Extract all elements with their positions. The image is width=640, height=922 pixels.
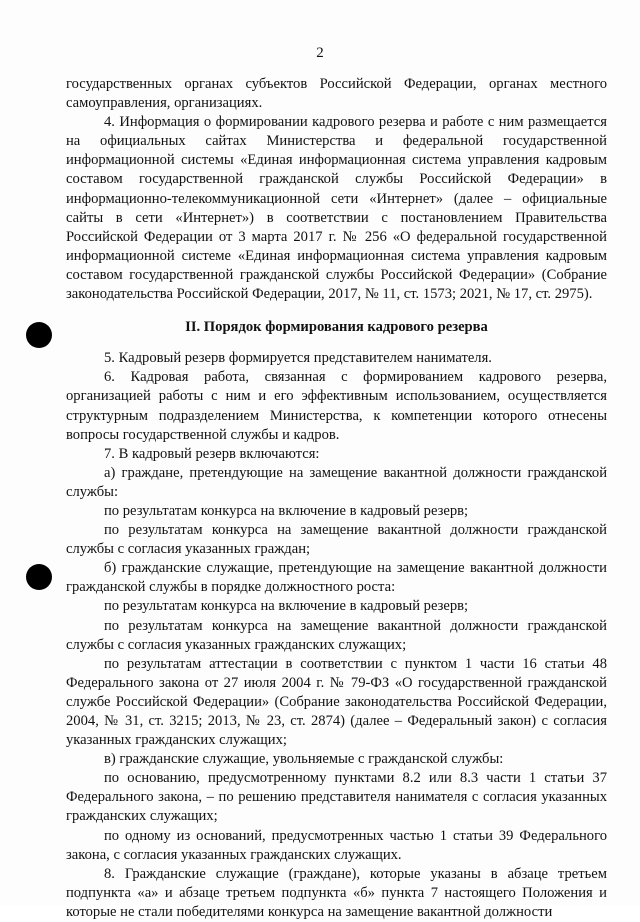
paragraph: по результатам конкурса на включение в кадровый резерв;	[104, 502, 469, 519]
punch-hole	[26, 322, 52, 348]
paragraph: по результатам конкурса на замещение вакантной должности гражданской службы с согласия указанных гражданских служащих;	[66, 617, 607, 653]
paragraph: 4. Информация о формировании кадрового резерва и работе с ним размещается на официальных сайтах Министерства и федеральной государственной информационной системы «Единая информационная система управления кадровым составом государственной гражданской службы Российской Федерации» в информационно-телекоммуникационной сети «Интернет» (далее – официальные сайты в сети «Интернет») в соответствии с постановлением Правительства Российской Федерации от 3 марта 2017 г. № 256 «О федеральной государственной информационной системе «Единая информационная система управления кадровым составом государственной гражданской службы Российской Федерации» (Собрание законодательства Российской Федерации, 2017, № 11, ст. 1573; 2021, № 17, ст. 2975).	[66, 114, 607, 303]
paragraph: в) гражданские служащие, увольняемые с гражданской службы:	[104, 751, 504, 768]
paragraph: 5. Кадровый резерв формируется представителем нанимателя.	[104, 350, 492, 367]
punch-hole	[26, 564, 52, 590]
paragraph: 7. В кадровый резерв включаются:	[104, 445, 320, 462]
paragraph: 6. Кадровая работа, связанная с формированием кадрового резерва, организацией работы с ним и его эффективным использованием, осуществляется структурным подразделением Министерства, к компетенции которого отнесены вопросы государственной службы и кадров.	[66, 369, 607, 443]
section-heading: II. Порядок формирования кадрового резерва	[185, 319, 488, 336]
paragraph: 8. Гражданские служащие (граждане), которые указаны в абзаце третьем подпункта «а» и абзаце третьем подпункта «б» пункта 7 настоящего Положения и которые не стали победителями конкурса на замещение вакантной должности	[66, 865, 607, 920]
page-number: 2	[316, 45, 324, 61]
paragraph: государственных органах субъектов Российской Федерации, органах местного самоуправления, организациях.	[66, 76, 607, 112]
paragraph: а) граждане, претендующие на замещение вакантной должности гражданской службы:	[66, 464, 607, 500]
document-body	[66, 75, 607, 922]
paragraph: по результатам конкурса на включение в кадровый резерв;	[104, 598, 469, 615]
paragraph: б) гражданские служащие, претендующие на замещение вакантной должности гражданской службы в порядке должностного роста:	[66, 560, 607, 596]
paragraph: по результатам аттестации в соответствии с пунктом 1 части 16 статьи 48 Федерального закона от 27 июля 2004 г. № 79-ФЗ «О государственной гражданской службе Российской Федерации» (Собрание законодательства Российской Федерации, 2004, № 31, ст. 3215; 2013, № 23, ст. 2874) (далее – Федеральный закон) с согласия указанных гражданских служащих;	[66, 655, 607, 749]
paragraph: по основанию, предусмотренному пунктами 8.2 или 8.3 части 1 статьи 37 Федерального закона, – по решению представителя нанимателя с согласия указанных гражданских служащих;	[66, 770, 607, 825]
paragraph: по одному из оснований, предусмотренных частью 1 статьи 39 Федерального закона, с согласия указанных гражданских служащих.	[66, 827, 607, 863]
paragraph: по результатам конкурса на замещение вакантной должности гражданской службы с согласия указанных граждан;	[66, 522, 607, 558]
